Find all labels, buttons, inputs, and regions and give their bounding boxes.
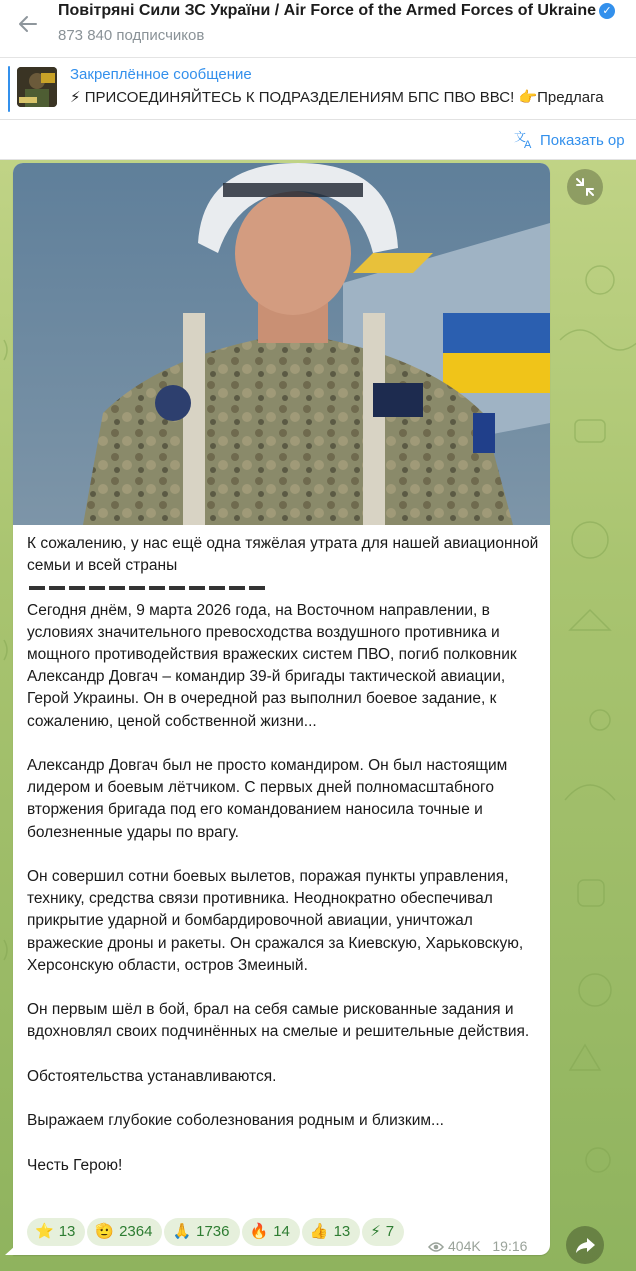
reaction-count: 13 — [58, 1223, 76, 1240]
pinned-indicator — [8, 66, 10, 112]
channel-name[interactable]: Повітряні Сили ЗС України / Air Force of the Armed Forces of Ukraine — [58, 2, 597, 19]
post-paragraph: Честь Герою! — [27, 1156, 123, 1174]
reaction-count: 2364 — [119, 1223, 153, 1240]
svg-text:A: A — [524, 139, 532, 149]
message-text — [27, 533, 539, 1177]
collapse-icon[interactable] — [567, 169, 603, 205]
message-time: 19:16 — [492, 1238, 528, 1254]
reaction-count: 14 — [273, 1223, 290, 1240]
pray-icon: 🙏 — [172, 1223, 192, 1240]
translate-icon — [514, 129, 536, 149]
post-paragraph: Он первым шёл в бой, брал на себя самые рискованные задания и вдохновлял своих подчинённых на смелые и решительные действия. — [27, 1001, 530, 1041]
reaction-star[interactable] — [27, 1218, 85, 1246]
pinned-text: ⚡ ПРИСОЕДИНЯЙТЕСЬ К ПОДРАЗДЕЛЕНИЯМ БПС ПВО ВВС! 👉Предлага — [70, 89, 604, 106]
translate-bar — [0, 120, 636, 160]
reaction-thumbs-up[interactable] — [302, 1218, 360, 1246]
pinned-message-bar[interactable] — [0, 58, 636, 120]
post-intro: К сожалению, у нас ещё одна тяжёлая утрата для нашей авиационной семьи и всей страны — [27, 535, 539, 575]
reaction-lightning[interactable] — [362, 1218, 404, 1246]
dash-divider — [27, 577, 539, 599]
translate-label: Показать ор — [540, 132, 625, 149]
chat-header — [0, 0, 636, 58]
star-icon: ⭐ — [35, 1223, 54, 1240]
reaction-fire[interactable] — [242, 1218, 300, 1246]
verified-check-icon: ✓ — [599, 3, 615, 19]
post-paragraph: Он совершил сотни боевых вылетов, поражая пункты управления, технику, средства связи противника. Неоднократно обеспечивал прикрытие ударной и бомбардировочной авиации, уничтожал вражеские дроны и ракеты. Он сражался за Киевскую, Харьковскую, Херсонскую области, остров Змеиный. — [27, 868, 524, 974]
reactions-row — [27, 1218, 406, 1248]
message-meta — [428, 1238, 527, 1254]
message-bubble[interactable] — [13, 163, 550, 1255]
post-photo[interactable] — [13, 163, 550, 525]
salute-icon: 🫡 — [95, 1223, 115, 1240]
thumbs-up-icon: 👍 — [309, 1223, 329, 1240]
reaction-salute[interactable] — [87, 1218, 162, 1246]
pinned-thumbnail — [17, 67, 57, 107]
post-paragraph: Сегодня днём, 9 марта 2026 года, на Восточном направлении, в условиях значительного превосходства воздушного противника и мощного противодействия вражеских систем ПВО, погиб полковник Александр Довгач – командир 39-й бригады тактической авиации, Герой Украины. Он в очередной раз выполнил боевое задание, к сожалению, ценой собственной жизни... — [27, 601, 517, 730]
share-icon[interactable] — [566, 1226, 604, 1264]
translate-button[interactable] — [514, 129, 625, 149]
eye-icon — [428, 1241, 444, 1253]
reaction-count: 1736 — [196, 1223, 230, 1240]
reaction-count: 13 — [333, 1223, 351, 1240]
lightning-icon: ⚡ — [370, 1223, 381, 1240]
reaction-count: 7 — [385, 1223, 395, 1240]
bubble-tail — [5, 1246, 15, 1255]
post-paragraph: Обстоятельства устанавливаются. — [27, 1067, 277, 1085]
view-count: 404K — [448, 1238, 481, 1254]
subscriber-count: 873 840 подписчиков — [58, 27, 205, 44]
back-arrow-icon[interactable] — [14, 12, 42, 40]
post-paragraph: Выражаем глубокие соболезнования родным и близким... — [27, 1112, 444, 1130]
channel-title[interactable] — [58, 2, 615, 20]
svg-text:文: 文 — [514, 130, 527, 144]
reaction-pray[interactable] — [164, 1218, 239, 1246]
pinned-label: Закреплённое сообщение — [70, 66, 252, 83]
post-paragraph: Александр Довгач был не просто командиром. Он был настоящим лидером и боевым лётчиком. С первых дней полномасштабного вторжения бригада под его командованием наносила точные и болезненные удары по врагу. — [27, 757, 508, 841]
fire-icon: 🔥 — [249, 1223, 269, 1240]
